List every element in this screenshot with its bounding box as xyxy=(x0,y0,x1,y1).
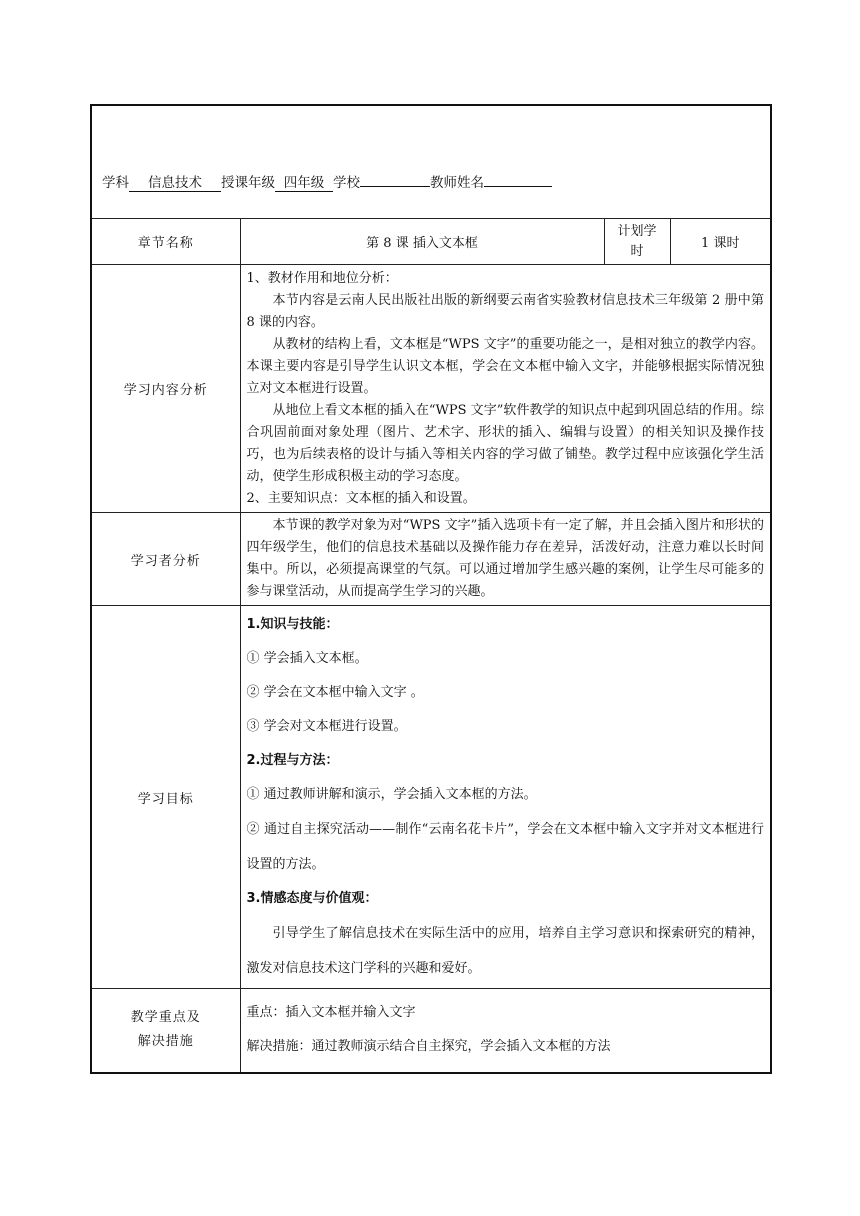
header-cell xyxy=(91,105,771,219)
chapter-label: 章节名称 xyxy=(91,219,240,265)
key-points-label xyxy=(91,989,240,1073)
chapter-value: 第 8 课 插入文本框 xyxy=(240,219,604,265)
learner-analysis-text: 本节课的教学对象为对“WPS 文字”插入选项卡有一定了解，并且会插入图片和形状的四年级学生，他们的信息技术基础以及操作能力存在差异，活泼好动，注意力难以长时间集中。所以，必须提高课堂的气氛。可以通过增加学生感兴趣的案例，让学生尽可能多的参与课堂活动，从而提高学生学习的兴趣。 xyxy=(246,518,764,599)
teacher-label: 教师姓名 xyxy=(430,175,484,191)
key-points-label-line2: 解决措施 xyxy=(137,1034,194,1050)
goal-item: ① 学会插入文本框。 xyxy=(246,651,368,666)
subject-label: 学科 xyxy=(102,175,129,191)
learner-analysis-cell xyxy=(240,513,771,606)
key-points-row xyxy=(91,989,771,1073)
goal-heading: 1.知识与技能： xyxy=(246,617,339,632)
goal-item: ② 学会在文本框中输入文字 。 xyxy=(246,685,424,700)
content-line: 从地位上看文本框的插入在“WPS 文字”软件教学的知识点中起到巩固总结的作用。综合巩固前面对象处理（图片、艺术字、形状的插入、编辑与设置）的相关知识及操作技巧，也为后续表格的设计与插入等相关内容的学习做了铺垫。教学过程中应该强化学生活动，使学生形成积极主动的学习态度。 xyxy=(246,402,764,484)
goal-item: ② 通过自主探究活动——制作“云南名花卡片”，学会在文本框中输入文字并对文本框进行设置的方法。 xyxy=(246,822,764,872)
hours-label: 计划学时 xyxy=(604,219,670,265)
content-analysis-text xyxy=(240,265,771,513)
lesson-plan-table xyxy=(90,104,772,1074)
grade-label: 授课年级 xyxy=(221,175,275,191)
key-points-text xyxy=(240,989,771,1073)
goal-heading: 3.情感态度与价值观： xyxy=(246,891,378,906)
content-line: 2、主要知识点：文本框的插入和设置。 xyxy=(246,490,476,506)
chapter-row xyxy=(91,219,771,265)
content-analysis-row xyxy=(91,265,771,513)
learner-analysis-row xyxy=(91,513,771,606)
school-label: 学校 xyxy=(333,175,360,191)
hours-value: 1 课时 xyxy=(670,219,771,265)
learner-analysis-label: 学习者分析 xyxy=(91,513,240,606)
content-line: 本节内容是云南人民出版社出版的新纲要云南省实验教材信息技术三年级第 2 册中第 8 课的内容。 xyxy=(246,292,764,330)
goals-text xyxy=(240,606,771,989)
key-points-label-line1: 教学重点及 xyxy=(130,1010,201,1026)
key-solution: 解决措施：通过教师演示结合自主探究，学会插入文本框的方法 xyxy=(246,1039,611,1055)
grade-value: 四年级 xyxy=(275,175,333,192)
content-line: 1、教材作用和地位分析： xyxy=(246,270,398,286)
content-analysis-label: 学习内容分析 xyxy=(91,265,240,513)
goal-item: ① 通过教师讲解和演示，学会插入文本框的方法。 xyxy=(246,787,537,802)
goals-label: 学习目标 xyxy=(91,606,240,989)
goals-row xyxy=(91,606,771,989)
goal-item: 引导学生了解信息技术在实际生活中的应用，培养自主学习意识和探索研究的精神，激发对信息技术这门学科的兴趣和爱好。 xyxy=(246,926,764,976)
subject-value: 信息技术 xyxy=(129,175,221,192)
goal-heading: 2.过程与方法： xyxy=(246,753,339,768)
content-line: 从教材的结构上看，文本框是“WPS 文字”的重要功能之一，是相对独立的教学内容。本课主要内容是引导学生认识文本框，学会在文本框中输入文字，并能够根据实际情况独立对文本框进行设置。 xyxy=(246,336,764,396)
key-focus: 重点：插入文本框并输入文字 xyxy=(246,1005,416,1021)
teacher-value xyxy=(484,186,552,187)
lesson-plan-sheet xyxy=(90,104,770,1074)
school-value xyxy=(360,186,430,187)
goal-item: ③ 学会对文本框进行设置。 xyxy=(246,719,407,734)
header-row xyxy=(91,105,771,219)
